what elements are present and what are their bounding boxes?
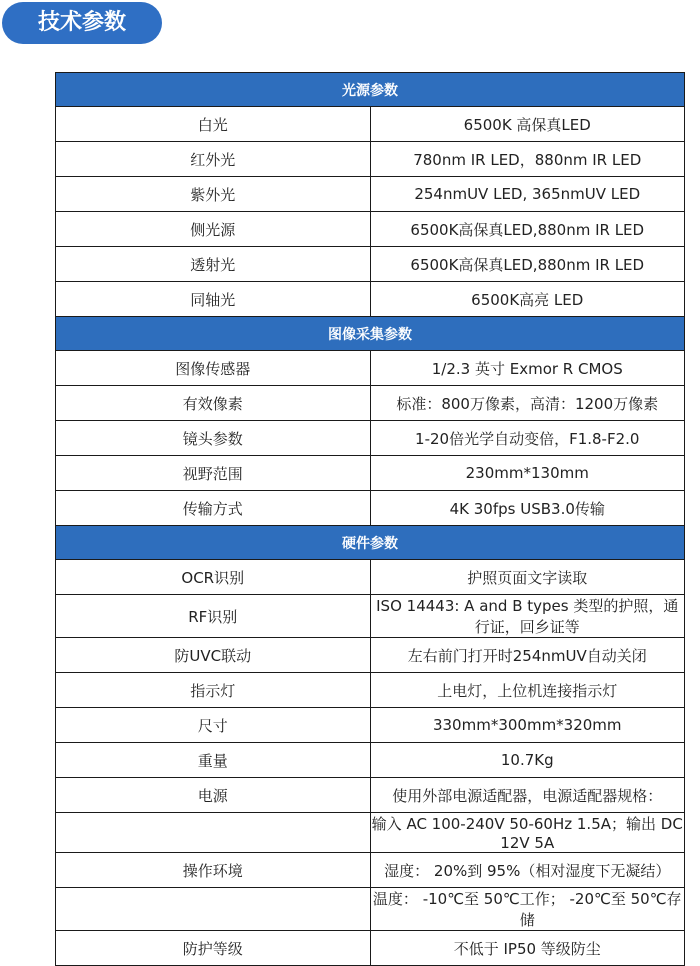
spec-table <box>55 72 685 966</box>
table-row <box>56 421 685 456</box>
table-row <box>56 177 685 212</box>
table-row <box>56 931 685 966</box>
row-label: 透射光 <box>56 247 371 282</box>
row-label: 操作环境 <box>56 853 371 888</box>
row-label: 有效像素 <box>56 386 371 421</box>
row-label: 侧光源 <box>56 212 371 247</box>
table-row <box>56 351 685 386</box>
table-row <box>56 853 685 888</box>
row-label: 尺寸 <box>56 708 371 743</box>
row-label: OCR识别 <box>56 560 371 595</box>
table-row <box>56 638 685 673</box>
row-label: 指示灯 <box>56 673 371 708</box>
section-header: 光源参数 <box>56 73 685 107</box>
row-label: 图像传感器 <box>56 351 371 386</box>
row-label <box>56 888 371 931</box>
section-header: 图像采集参数 <box>56 317 685 351</box>
row-value: 10.7Kg <box>370 743 685 778</box>
row-value: 不低于 IP50 等级防尘 <box>370 931 685 966</box>
table-row <box>56 142 685 177</box>
row-value: 6500K高亮 LED <box>370 282 685 317</box>
row-value: 左右前门打开时254nmUV自动关闭 <box>370 638 685 673</box>
table-row <box>56 386 685 421</box>
section-header-row <box>56 73 685 107</box>
row-value: 上电灯，上位机连接指示灯 <box>370 673 685 708</box>
row-label: 白光 <box>56 107 371 142</box>
table-row <box>56 560 685 595</box>
spec-table-body <box>56 73 685 966</box>
row-value: 254nmUV LED, 365nmUV LED <box>370 177 685 212</box>
table-row <box>56 595 685 638</box>
row-value: 1/2.3 英寸 Exmor R CMOS <box>370 351 685 386</box>
row-value: 标准：800万像素，高清：1200万像素 <box>370 386 685 421</box>
row-label: 电源 <box>56 778 371 813</box>
row-value: ISO 14443: A and B types 类型的护照，通行证，回乡证等 <box>370 595 685 638</box>
row-value: 输入 AC 100-240V 50-60Hz 1.5A；输出 DC 12V 5A <box>370 813 685 853</box>
table-row <box>56 456 685 491</box>
table-row <box>56 491 685 526</box>
row-label: 重量 <box>56 743 371 778</box>
table-row <box>56 743 685 778</box>
row-value: 使用外部电源适配器，电源适配器规格： <box>370 778 685 813</box>
table-row <box>56 107 685 142</box>
table-row <box>56 778 685 813</box>
row-label: 防UVC联动 <box>56 638 371 673</box>
table-row <box>56 247 685 282</box>
row-value: 湿度： 20%到 95%（相对湿度下无凝结） <box>370 853 685 888</box>
row-label: 红外光 <box>56 142 371 177</box>
row-label: 传输方式 <box>56 491 371 526</box>
row-value: 1-20倍光学自动变倍，F1.8-F2.0 <box>370 421 685 456</box>
row-label <box>56 813 371 853</box>
section-header: 硬件参数 <box>56 526 685 560</box>
row-label: 视野范围 <box>56 456 371 491</box>
row-value: 780nm IR LED，880nm IR LED <box>370 142 685 177</box>
row-value: 330mm*300mm*320mm <box>370 708 685 743</box>
row-value: 230mm*130mm <box>370 456 685 491</box>
row-label: 镜头参数 <box>56 421 371 456</box>
table-row <box>56 282 685 317</box>
row-label: 紫外光 <box>56 177 371 212</box>
row-value: 温度： -10℃至 50℃工作； -20℃至 50℃存储 <box>370 888 685 931</box>
table-row <box>56 212 685 247</box>
page-title: 技术参数 <box>2 2 162 44</box>
section-header-row <box>56 526 685 560</box>
row-value: 护照页面文字读取 <box>370 560 685 595</box>
row-label: RF识别 <box>56 595 371 638</box>
row-value: 6500K高保真LED,880nm IR LED <box>370 247 685 282</box>
row-value: 6500K高保真LED,880nm IR LED <box>370 212 685 247</box>
row-label: 防护等级 <box>56 931 371 966</box>
row-value: 4K 30fps USB3.0传输 <box>370 491 685 526</box>
table-row <box>56 813 685 853</box>
row-label: 同轴光 <box>56 282 371 317</box>
table-row <box>56 888 685 931</box>
table-row <box>56 673 685 708</box>
section-header-row <box>56 317 685 351</box>
table-row <box>56 708 685 743</box>
row-value: 6500K 高保真LED <box>370 107 685 142</box>
